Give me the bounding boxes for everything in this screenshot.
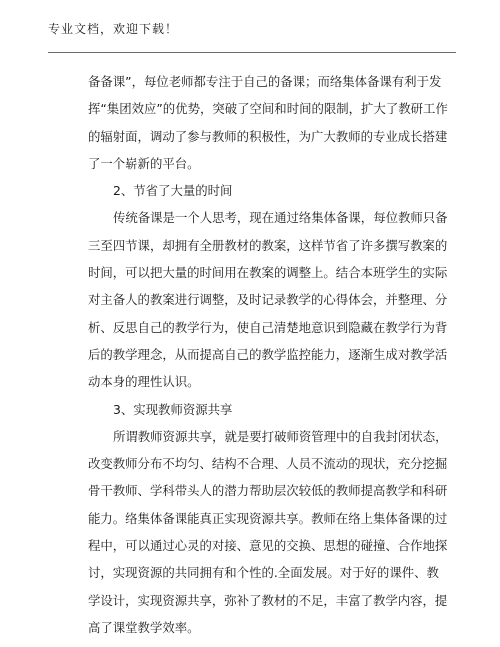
document-body <box>88 68 448 641</box>
paragraph-resource-sharing: 所谓教师资源共享，就是要打破师资管理中的自我封闭状态，改变教师分布不均匀、结构不合理、人员不流动的现状，充分挖掘骨干教师、学科带头人的潜力帮助层次较低的教师提高教学和科研能力。络集体备课能真正实现资源共享。教师在络上集体备课的过程中，可以通过心灵的对接、意见的交换、思想的碰撞、合作地探讨，实现资源的共同拥有和个性的.全面发展。对于好的课件、教学设计，实现资源共享，弥补了教材的不足，丰富了教学内容，提高了课堂教学效率。 <box>88 428 448 635</box>
section-heading-3: 3、实现教师资源共享 <box>113 401 233 417</box>
page-header: 专业文档，欢迎下载！ <box>48 22 179 36</box>
header-divider <box>48 52 456 53</box>
paragraph-continuation: 备备课”，每位老师都专注于自己的备课；而络集体备课有利于发挥“集团效应”的优势，突破了空间和时间的限制，扩大了教研工作的辐射面，调动了参与教师的积极性，为广大教师的专业成长搭建了一个崭新的平台。 <box>88 74 448 171</box>
section-heading-2: 2、节省了大量的时间 <box>113 183 233 199</box>
paragraph-time-saving: 传统备课是一个人思考，现在通过络集体备课，每位教师只备三至四节课，却拥有全册教材的教案，这样节省了许多撰写教案的时间，可以把大量的时间用在教案的调整上。结合本班学生的实际对主备人的教案进行调整，及时记录教学的心得体会，并整理、分析、反思自己的教学行为，使自己清楚地意识到隐藏在教学行为背后的教学理念，从而提高自己的教学监控能力，逐渐生成对教学活动本身的理性认识。 <box>88 210 448 390</box>
